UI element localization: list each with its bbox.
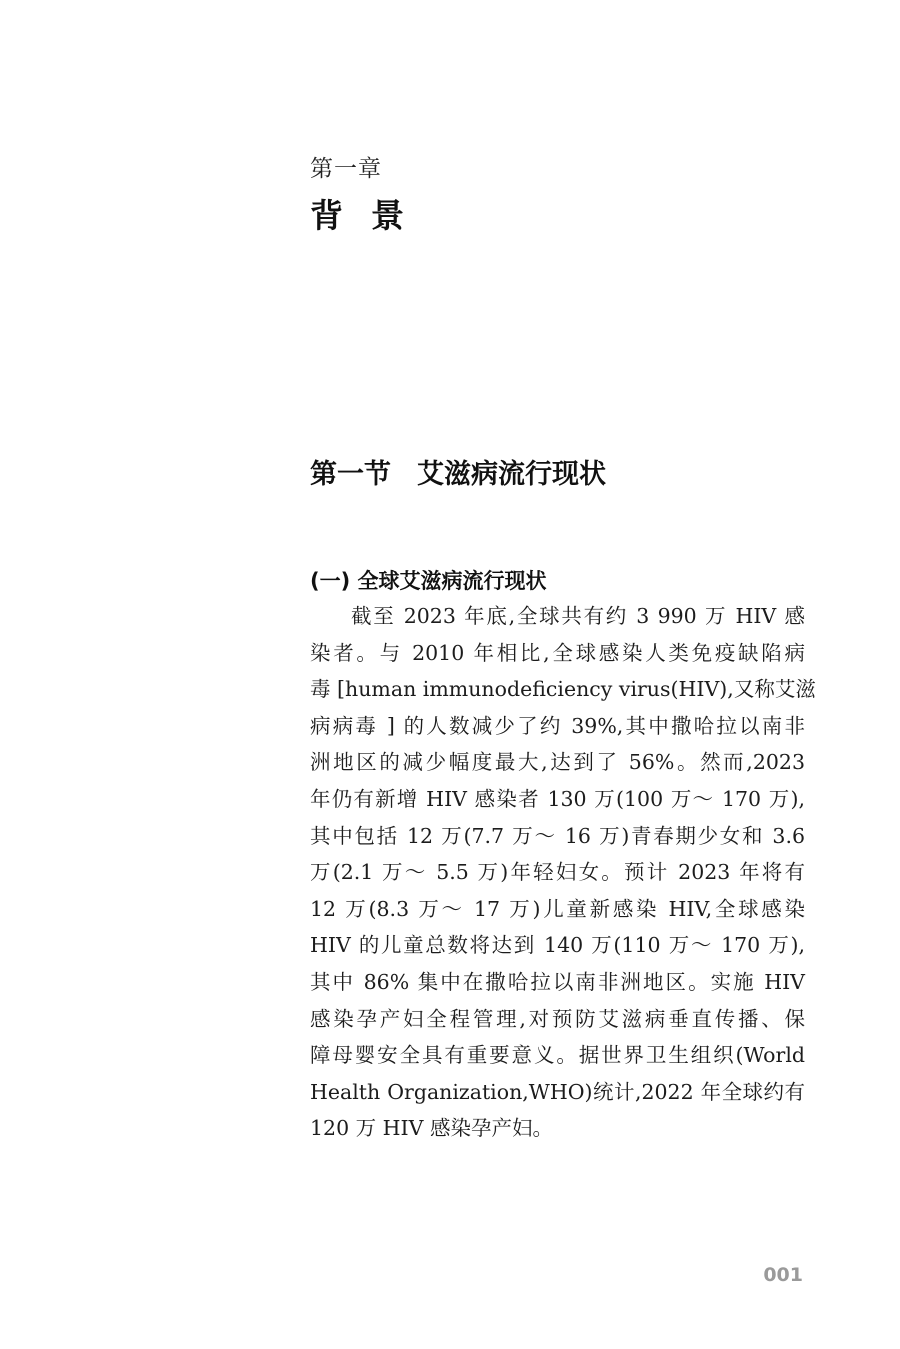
body-line: 年仍有新增 HIV 感染者 130 万(100 万～ 170 万), xyxy=(310,786,805,811)
body-line: 毒 [human immunodeficiency virus(HIV),又称艾滋 xyxy=(310,677,816,702)
body-line: 万(2.1 万～ 5.5 万)年轻妇女。预计 2023 年将有 xyxy=(310,860,805,885)
body-line: 其中 86% 集中在撒哈拉以南非洲地区。实施 HIV xyxy=(310,969,805,994)
body-line: 洲地区的减少幅度最大,达到了 56%。然而,2023 xyxy=(310,750,805,775)
body-line: 12 万(8.3 万～ 17 万)儿童新感染 HIV,全球感染 xyxy=(310,896,805,921)
section-title: 艾滋病流行现状 xyxy=(417,459,606,490)
body-line: 病病毒 ] 的人数减少了约 39%,其中撒哈拉以南非 xyxy=(310,713,805,738)
chapter-label: 第一章 xyxy=(310,156,382,182)
body-line: 其中包括 12 万(7.7 万～ 16 万)青春期少女和 3.6 xyxy=(310,823,805,848)
body-line: 染者。与 2010 年相比,全球感染人类免疫缺陷病 xyxy=(310,640,805,665)
section-heading xyxy=(310,452,606,491)
section-number: 第一节 xyxy=(310,459,391,490)
page-number: 001 xyxy=(763,1264,803,1286)
body-line: 截至 2023 年底,全球共有约 3 990 万 HIV 感 xyxy=(351,604,805,628)
chapter-title: 背景 xyxy=(310,196,432,235)
body-line: 120 万 HIV 感染孕产妇。 xyxy=(310,1116,553,1141)
subsection-title: (一) 全球艾滋病流行现状 xyxy=(310,569,547,593)
body-line: HIV 的儿童总数将达到 140 万(110 万～ 170 万), xyxy=(310,933,805,958)
body-line: 感染孕产妇全程管理,对预防艾滋病垂直传播、保 xyxy=(310,1006,805,1031)
body-line: 障母婴安全具有重要意义。据世界卫生组织(World xyxy=(310,1043,805,1068)
body-paragraph xyxy=(310,598,816,1147)
body-line: Health Organization,WHO)统计,2022 年全球约有 xyxy=(310,1079,805,1104)
